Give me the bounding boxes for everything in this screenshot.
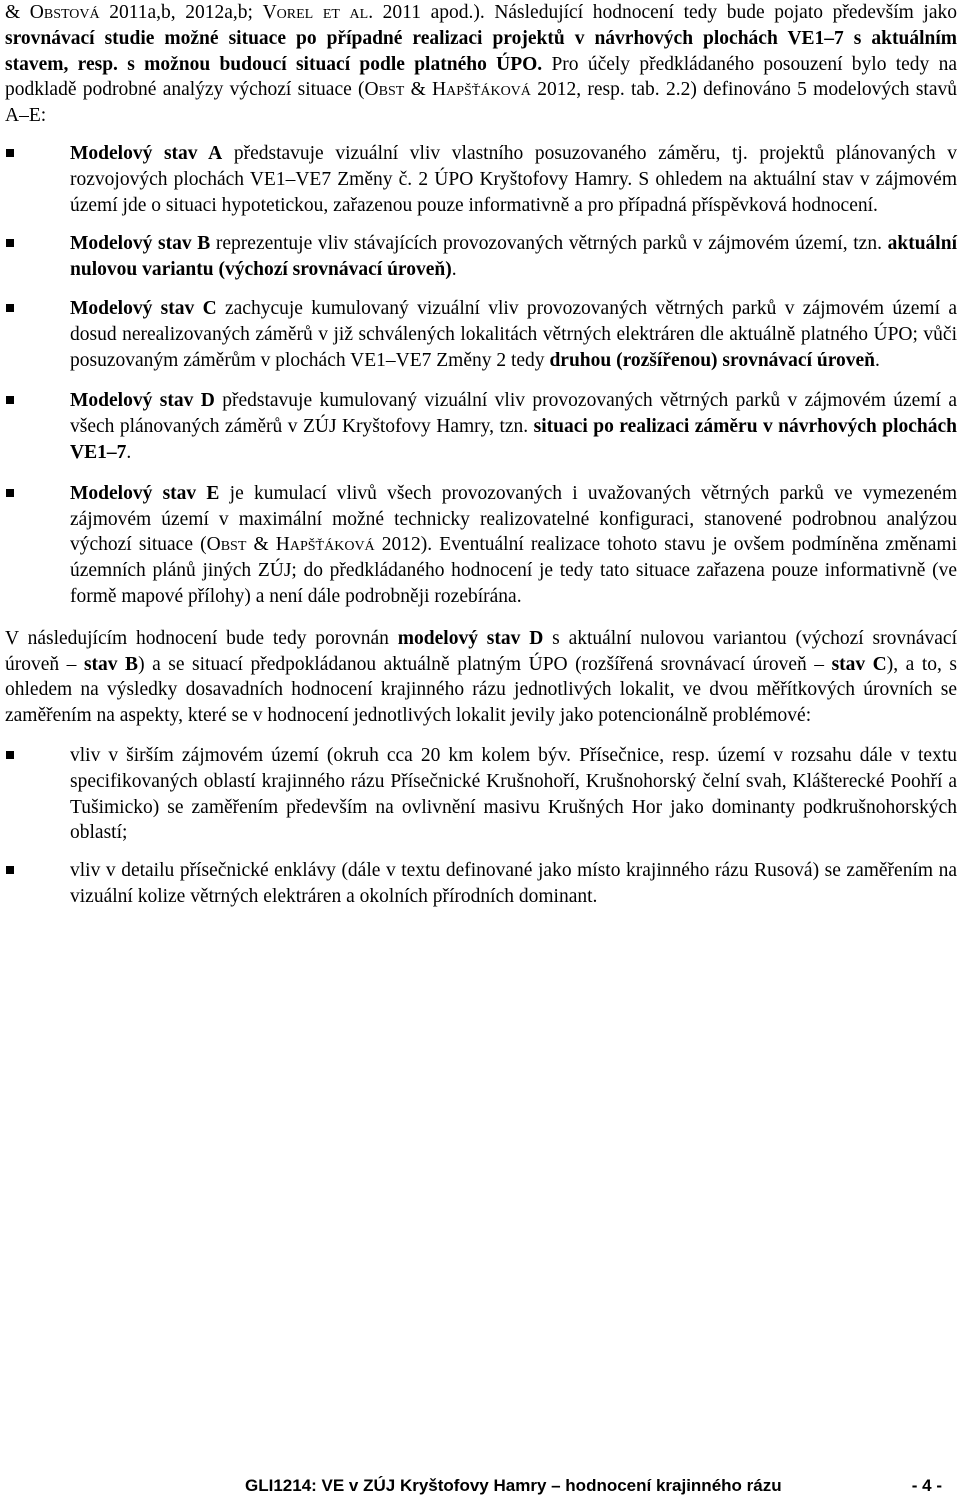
bullet-icon bbox=[6, 239, 14, 247]
citation-author: Obstová bbox=[29, 2, 100, 23]
intro-text: 2011a,b, 2012a,b; bbox=[99, 2, 263, 23]
model-text: 2012). Eventuální realizace tohoto stavu je ovšem podmíněna změnami územních plánů jiných ZÚJ; do předkládaného hodnocení je tedy tato situace zařazena pouze informativně (ve formě mapové přílohy) a není dále podrobněji rozebírána. bbox=[70, 534, 957, 607]
summary-text: ) a se situací předpokládanou aktuálně platným ÚPO (rozšířená srovnávací úroveň – bbox=[138, 653, 832, 675]
issue-text: vliv v detailu přísečnické enklávy (dále v textu definované jako místo krajinného rázu Rusová) se zaměřením na vizuální kolize větrných elektráren a okolních přírodních dominant. bbox=[70, 860, 957, 907]
model-text: reprezentuje vliv stávajících provozovaných větrných parků v zájmovém území, tzn. bbox=[210, 233, 888, 255]
model-heading: Modelový stav B bbox=[70, 233, 211, 255]
citation-author: Obst bbox=[206, 534, 247, 556]
model-text: představuje vizuální vliv vlastního posuzovaného záměru, tj. projektů plánovaných v rozvojových plochách VE1–VE7 Změny č. 2 ÚPO Kryštofovy Hamry. S ohledem na aktuální stav v zájmovém území jde o situaci hypotetickou, zařazenou pouze informativně a pro případná příspěvková hodnocení. bbox=[70, 142, 957, 216]
summary-text: V následujícím hodnocení bude tedy porovnán bbox=[5, 627, 398, 649]
issues-list bbox=[5, 743, 957, 910]
summary-emphasis: stav B bbox=[83, 653, 139, 675]
summary-emphasis: stav C bbox=[831, 653, 887, 675]
summary-paragraph bbox=[5, 626, 957, 729]
page-footer bbox=[245, 1475, 942, 1497]
intro-text: & bbox=[5, 2, 30, 23]
summary-emphasis: modelový stav D bbox=[397, 627, 544, 649]
model-text: je kumulací vlivů všech provozovaných i uvažovaných větrných parků ve vymezeném zájmovém území v maximální možné technicky realizovatelné konfiguraci, stanovené podrobnou analýzou výchozí situace ( bbox=[70, 482, 957, 556]
list-item-issue bbox=[5, 743, 957, 846]
model-heading: Modelový stav C bbox=[70, 297, 217, 319]
model-emphasis: situaci po realizaci záměru v návrhových plochách VE1–7 bbox=[70, 416, 957, 463]
model-emphasis: aktuální nulovou variantu (výchozí srovnávací úroveň) bbox=[70, 233, 957, 281]
list-item-model-b bbox=[5, 231, 957, 283]
bullet-icon bbox=[6, 751, 14, 759]
intro-text: & bbox=[404, 79, 433, 101]
model-heading: Modelový stav A bbox=[70, 142, 223, 164]
model-text: . bbox=[875, 349, 880, 371]
document-page bbox=[5, 0, 957, 922]
bullet-icon bbox=[6, 396, 14, 404]
intro-text: 2011 apod.). Následující hodnocení tedy bude pojato především jako bbox=[373, 2, 958, 23]
bullet-icon bbox=[6, 304, 14, 312]
model-text: . bbox=[126, 441, 132, 463]
issue-text: vliv v širším zájmovém území (okruh cca 20 km kolem býv. Přísečnice, resp. území v rozsahu dále v textu specifikovaných oblastí krajinného rázu Přísečnické Krušnohoří, Krušnohorský čelní svah, Klášterecké Poohří a Tušimicko) se zaměřením především na ovlivnění masivu Krušných Hor jako dominanty podkrušnohorských oblastí; bbox=[70, 744, 957, 844]
model-text: . bbox=[451, 259, 457, 281]
intro-emphasis: srovnávací studie možné situace po případné realizaci projektů v návrhových plochách VE1–7 s aktuálním stavem, resp. s možnou budoucí situací podle platného ÚPO. bbox=[5, 27, 957, 75]
model-heading: Modelový stav D bbox=[70, 390, 215, 412]
bullet-icon bbox=[6, 489, 14, 497]
intro-text: 2012, resp. tab. 2.2) definováno 5 modelových stavů A–E: bbox=[5, 79, 957, 127]
bullet-icon bbox=[6, 866, 14, 874]
list-item-model-a bbox=[5, 141, 957, 218]
model-emphasis: druhou (rozšířenou) srovnávací úroveň bbox=[549, 349, 876, 371]
model-text: & bbox=[246, 534, 276, 556]
model-states-list bbox=[5, 141, 957, 610]
page-number: - 4 - bbox=[911, 1476, 942, 1495]
summary-text: ), a to, s ohledem na výsledky dosavadních hodnocení krajinného rázu jednotlivých lokalit, ve dvou měřítkových úrovních se zaměřením na aspekty, které se v hodnocení jednotlivých lokalit jevily jako potencionálně problémové: bbox=[5, 653, 958, 727]
summary-text: s aktuální nulovou variantou (výchozí srovnávací úroveň – bbox=[5, 627, 957, 675]
model-text: představuje kumulovaný vizuální vliv provozovaných větrných parků v zájmovém území a všech plánovaných záměrů v ZÚJ Kryštofovy Hamry, tzn. bbox=[70, 390, 957, 438]
intro-paragraph bbox=[5, 0, 957, 129]
citation-author: Hapšťáková bbox=[432, 79, 531, 101]
model-text: zachycuje kumulovaný vizuální vliv provozovaných větrných parků v zájmovém území a dosud nerealizovaných záměrů v již schválených lokalitách větrných elektráren dle aktuálně platného ÚPO; vůči posuzovaným záměrům v plochách VE1–VE7 Změny 2 tedy bbox=[70, 297, 957, 371]
citation-author: Hapšťáková bbox=[275, 534, 375, 556]
list-item-model-c bbox=[5, 296, 957, 373]
list-item-issue bbox=[5, 858, 957, 910]
list-item-model-e bbox=[5, 481, 957, 610]
citation-author: Vorel et al. bbox=[262, 2, 374, 23]
bullet-icon bbox=[6, 149, 14, 157]
footer-title: GLI1214: VE v ZÚJ Kryštofovy Hamry – hodnocení krajinného rázu bbox=[245, 1476, 782, 1495]
list-item-model-d bbox=[5, 388, 957, 465]
citation-author: Obst bbox=[364, 79, 405, 101]
intro-text: Pro účely předkládaného posouzení bylo tedy na podkladě podrobné analýzy výchozí situace ( bbox=[5, 53, 958, 101]
model-heading: Modelový stav E bbox=[70, 482, 220, 504]
